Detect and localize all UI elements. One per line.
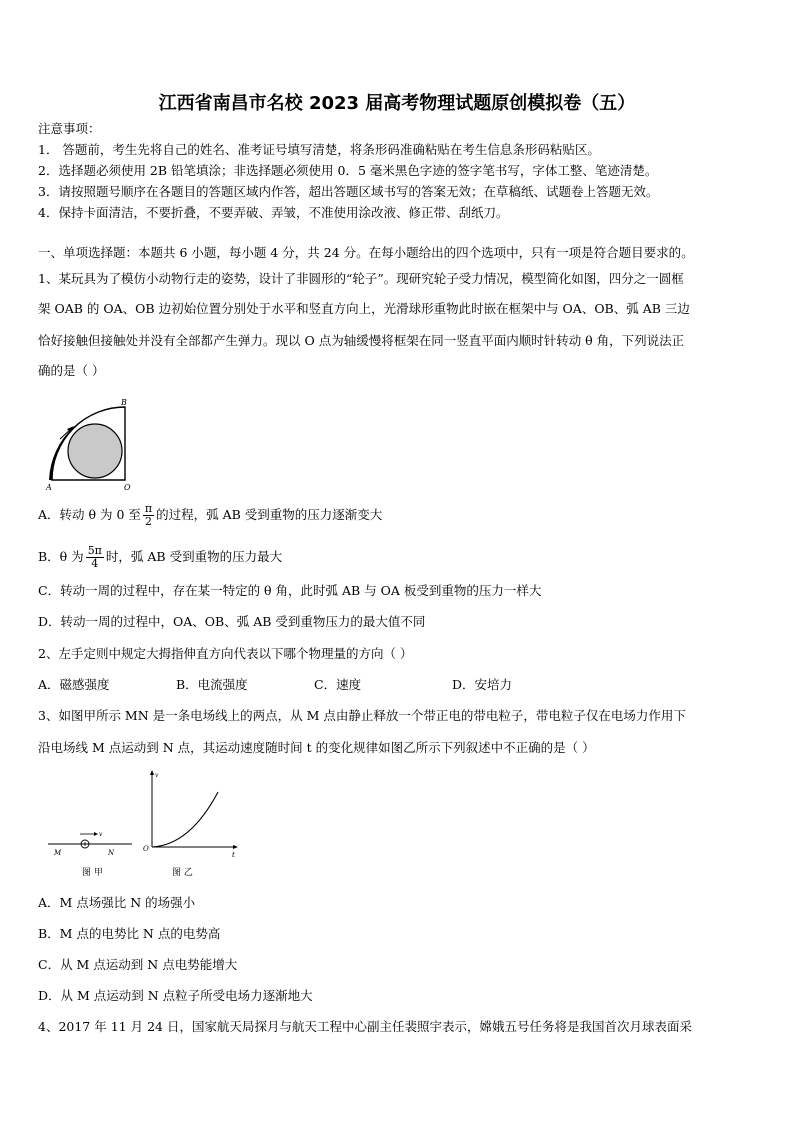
label-n: N — [108, 849, 115, 857]
q3-field-line-figure — [40, 765, 250, 880]
q1-stem-line: 架 OAB 的 OA、OB 边初始位置分别处于水平和竖直方向上，光滑球形重物此时嵌在框架中与 OA、OB、弧 AB 三边 — [38, 301, 690, 316]
q1-stem-line: 确的是（ ） — [38, 363, 105, 378]
q1-stem-line: 恰好接触但接触处并没有全部都产生弹力。现以 O 点为轴缓慢将框架在同一竖直平面内顺时针转动 θ 角，下列说法正 — [38, 333, 685, 348]
v-t-curve — [152, 792, 218, 847]
q3-option-d[interactable]: D．从 M 点运动到 N 点粒子所受电场力逐渐地大 — [38, 988, 313, 1003]
option-text: A．转动 θ 为 0 至 — [38, 507, 141, 522]
notice-item: 1． 答题前，考生先将自己的姓名、准考证号填写清楚，将条形码准确粘贴在考生信息条形码粘贴区。 — [38, 142, 600, 157]
notice-heading: 注意事项： — [38, 121, 101, 136]
q1-option-c[interactable]: C．转动一周的过程中，存在某一特定的 θ 角，此时弧 AB 与 OA 板受到重物的压力一样大 — [38, 583, 542, 598]
ball-weight — [68, 424, 122, 478]
notice-item: 3．请按照题号顺序在各题目的答题区域内作答，超出答题区域书写的答案无效；在草稿纸、试题卷上答题无效。 — [38, 184, 659, 199]
option-text: 时，弧 AB 受到重物的压力最大 — [105, 549, 283, 564]
q1-option-a[interactable] — [38, 503, 382, 528]
q2-stem: 2、左手定则中规定大拇指伸直方向代表以下哪个物理量的方向（ ） — [38, 646, 413, 661]
label-b: B — [121, 398, 127, 407]
q1-option-d[interactable]: D．转动一周的过程中，OA、OB、弧 AB 受到重物压力的最大值不同 — [38, 614, 426, 629]
q3-option-c[interactable]: C．从 M 点运动到 N 点电势能增大 — [38, 957, 238, 972]
q2-option-b[interactable]: B．电流强度 — [176, 677, 248, 692]
q3-stem-line: 沿电场线 M 点运动到 N 点，其运动速度随时间 t 的变化规律如图乙所示下列叙述中不正确的是（ ） — [38, 740, 595, 755]
label-v-axis: v — [155, 772, 159, 779]
option-text: 的过程，弧 AB 受到重物的压力逐渐变大 — [156, 507, 383, 522]
label-o: O — [124, 483, 131, 492]
label-a: A — [46, 483, 52, 492]
notice-item: 2．选择题必须使用 2B 铅笔填涂；非选择题必须使用 0．5 毫米黑色字迹的签字笔书写，字体工整、笔迹清楚。 — [38, 163, 658, 178]
label-t: t — [232, 851, 235, 859]
label-v: v — [99, 831, 103, 838]
q1-quarter-frame-figure — [40, 395, 140, 495]
q2-option-d[interactable]: D．安培力 — [452, 677, 513, 692]
option-text: B．θ 为 — [38, 549, 84, 564]
q1-option-b[interactable] — [38, 545, 282, 570]
section-heading: 一、单项选择题：本题共 6 小题，每小题 4 分，共 24 分。在每小题给出的四个选项中，只有一项是符合题目要求的。 — [38, 245, 694, 260]
page-title: 江西省南昌市名校 2023 届高考物理试题原创模拟卷（五） — [158, 93, 636, 114]
fraction: $\frac{\pi}{2}$ — [144, 502, 153, 528]
q2-option-a[interactable]: A．磁感强度 — [38, 677, 110, 692]
caption-yi: 图 乙 — [172, 868, 193, 878]
notice-item: 4．保持卡面清洁，不要折叠，不要弄破、弄皱，不准使用涂改液、修正带、刮纸刀。 — [38, 205, 509, 220]
label-m: M — [54, 849, 62, 857]
label-origin: O — [143, 845, 149, 853]
q3-option-a[interactable]: A．M 点场强比 N 的场强小 — [38, 895, 196, 910]
fraction: $\frac{5\pi}{4}$ — [87, 544, 102, 570]
q3-option-b[interactable]: B．M 点的电势比 N 点的电势高 — [38, 926, 221, 941]
q2-option-c[interactable]: C．速度 — [314, 677, 362, 692]
q4-stem: 4、2017 年 11 月 24 日，国家航天局探月与航天工程中心副主任裴照宇表示，嫦娥五号任务将是我国首次月球表面采 — [38, 1019, 692, 1034]
q3-stem-line: 3、如图甲所示 MN 是一条电场线上的两点，从 M 点由静止释放一个带正电的带电粒子，带电粒子仅在电场力作用下 — [38, 708, 686, 723]
q1-stem-line: 1、某玩具为了模仿小动物行走的姿势，设计了非圆形的“轮子”。现研究轮子受力情况，模型简化如图，四分之一圆框 — [38, 271, 684, 286]
caption-jia: 图 甲 — [82, 868, 103, 878]
